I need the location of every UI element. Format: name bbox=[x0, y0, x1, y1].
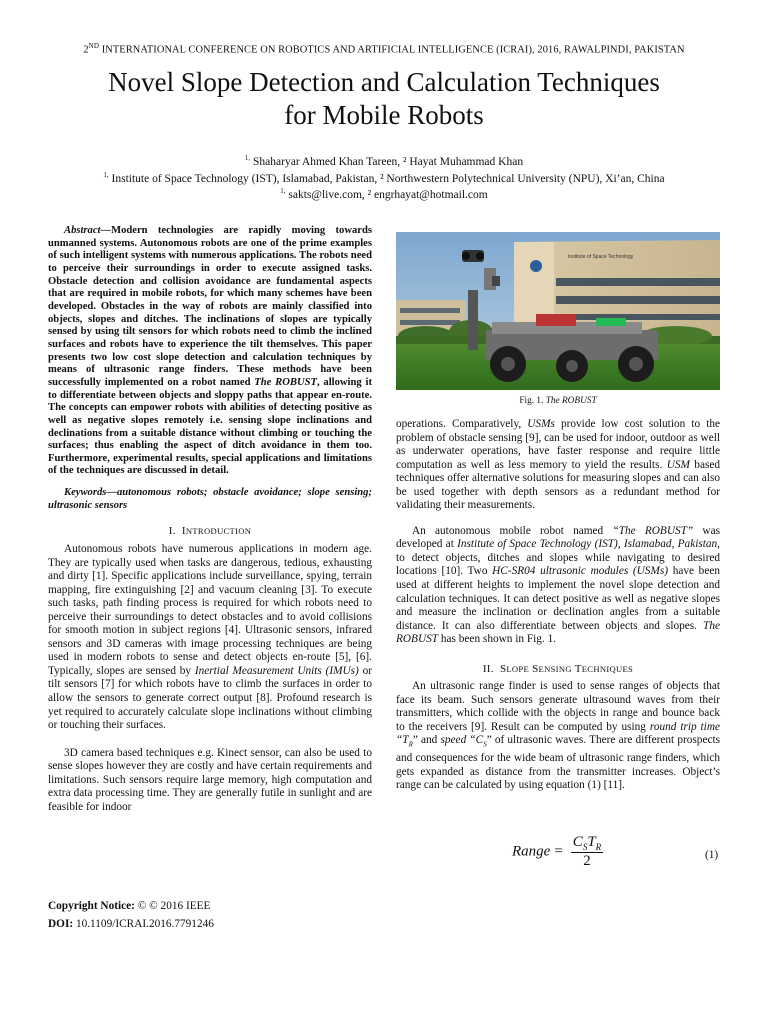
keywords: Keywords—autonomous robots; obstacle avoidance; slope sensing; ultrasonic sensors bbox=[48, 487, 372, 511]
building-sign-text: Institute of Space Technology bbox=[568, 254, 634, 260]
right-column bbox=[396, 418, 720, 793]
robot-photo bbox=[396, 232, 720, 390]
robust-robot-image bbox=[396, 232, 720, 390]
section-2-heading: II. SLOPE SENSING TECHNIQUES bbox=[482, 662, 634, 675]
right-paragraph-1: operations. Comparatively, USMs provide low cost solution to the problem of obstacle sensing [9], can be used for indoor, outdoor as well as underwater operations, have faster response and require little computation as well as less memory to yield the results. USM based techniques offer alternative solutions for measuring slopes and can also be used together with depth sensors as a redundant method for validating their measurements. bbox=[396, 418, 721, 512]
section-2-paragraph-1: An ultrasonic range finder is used to sense ranges of objects that face its beam. Such sensors generate ultrasound waves from their transmitters, which collide with the objects in range and bounce back to the receivers [9]. Result can be computed by using round trip time “$T_R$” and speed “$C_S$” of ultrasonic waves. There are different prospects and consequences for the wide beam of ultrasonic range finders, which gets expanded as distance from the transmitter increases. Object’s range can be calculated by using equation (1) [11]. bbox=[396, 680, 721, 792]
author-emails: $^{1,}$ sakts@live.com, ² engrhayat@hotmail.com bbox=[280, 187, 488, 201]
doi: DOI: 10.1109/ICRAI.2016.7791246 bbox=[48, 918, 214, 930]
title-line-1: Novel Slope Detection and Calculation Techniques bbox=[108, 67, 660, 97]
abstract: Abstract—Modern technologies are rapidly moving towards unmanned systems. Autonomous robots are one of the prime examples of such intelligent systems with numerous applications. The robots need to perceive their surroundings in order to execute assigned tasks. Obstacle detection and collision avoidance are fundamental aspects that are required in mobile robots, for which many schemes have been developed. Obstacles in the way of robots are mainly classified into objects, slopes and ditches. The inclinations of slopes are typically sensed by using tilt sensors for which robots need to climb the inclined surfaces and robots have to experience the tilt themselves. This paper presents two low cost slope detection and calculation techniques by means of ultrasonic range finders. These methods have been successfully implemented on a robot named The ROBUST, allowing it to differentiate between objects and sloppy paths that appear en-route. The concepts can empower robots with abilities of detecting positive as well as negative slopes remotely i.e. sensing slope inclinations and declinations from a suitable distance without climbing or touching the surfaces; thus enabling the aspect of ditch avoidance in them too. Furthermore, experimental results, special applications and limitations of the techniques are discussed in detail. bbox=[48, 225, 372, 477]
left-column bbox=[48, 225, 372, 814]
equation-range: Range = $\frac{C_ST_R}{2}$ bbox=[512, 834, 602, 869]
copyright-notice: Copyright Notice: © © 2016 IEEE bbox=[48, 900, 211, 912]
conference-header: 2ND INTERNATIONAL CONFERENCE ON ROBOTICS AND ARTIFICIAL INTELLIGENCE (ICRAI), 2016, RAWALPINDI, PAKISTAN bbox=[83, 42, 685, 56]
intro-paragraph-2: 3D camera based techniques e.g. Kinect sensor, can also be used to sense slopes however they are costly and have certain requirements and limitations. Such sensors require large memory, high computation and extra data processing time. They are generally futile in sunlight and are feasible for indoor bbox=[48, 746, 372, 813]
title-line-2: for Mobile Robots bbox=[284, 100, 484, 130]
equation-number: (1) bbox=[705, 849, 719, 861]
author-names: $^{1,}$ Shaharyar Ahmed Khan Tareen, ² Hayat Muhammad Khan bbox=[244, 154, 524, 168]
section-1-heading: I. INTRODUCTION bbox=[168, 525, 252, 538]
figure-caption: Fig. 1. The ROBUST bbox=[519, 396, 597, 406]
author-affiliations: $^{1,}$ Institute of Space Technology (IST), Islamabad, Pakistan, ² Northwestern Polytechnical University (NPU), Xi’an, China bbox=[103, 171, 665, 185]
intro-paragraph-1: Autonomous robots have numerous applications in modern age. They are typically used when tasks are dangerous, tedious, exhausting and dirty [1]. Specific applications include surveillance, spying, terrain mapping, fire extinguishing [2] and vacuum cleaning [3]. To execute such tasks, path finding process is required for which robots need to perceive their surroundings to detect obstacles and to avoid collisions for smooth motion in subject regions [4]. Ultrasonic sensors, infrared sensors and 3D cameras with image processing techniques are being used in modern robots to sense and detect objects en-route [5], [6]. Typically, slopes are sensed by Inertial Measurement Units (IMUs) or tilt sensors [7] for which robots have to climb the surfaces in order to allow the sensors to generate correct output [8]. Profound research is yet required to accurately calculate slope inclinations without climbing or touching their surfaces. bbox=[48, 542, 372, 732]
right-paragraph-2: An autonomous mobile robot named “The ROBUST” was developed at Institute of Space Technology (IST), Islamabad, Pakistan, to detect objects, ditches and slopes while navigating to desired locations [10]. Two HC-SR04 ultrasonic modules (USMs) have been used at different heights to implement the novel slope detection and calculation techniques. It can detect positive as well as negative slopes and measure the inclination or declination angles from a suitable distance. It can also differentiate between objects and slopes. The ROBUST has been shown in Fig. 1. bbox=[396, 524, 721, 646]
paper-title bbox=[40, 66, 728, 132]
